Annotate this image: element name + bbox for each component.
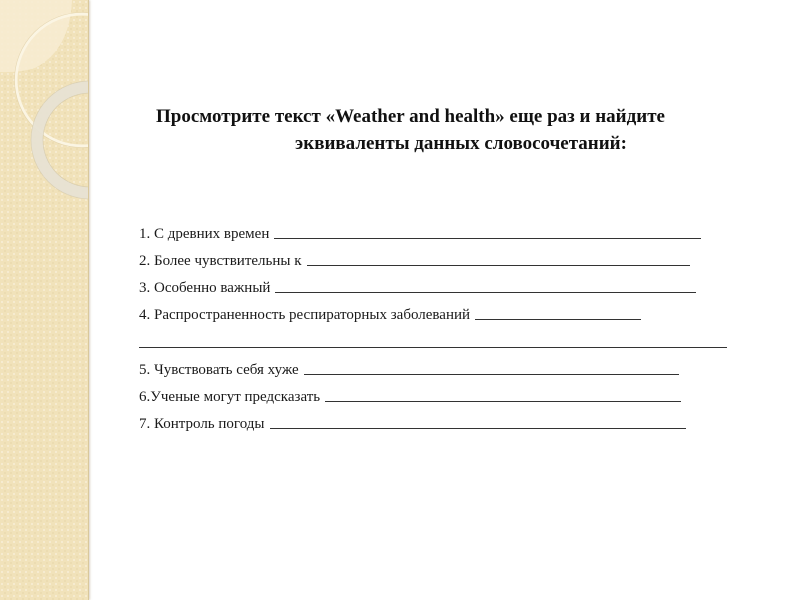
item-label: 3. Особенно важный bbox=[139, 280, 271, 296]
slide-heading bbox=[149, 103, 769, 157]
answer-blank[interactable] bbox=[139, 331, 727, 348]
item-label: 6.Ученые могут предсказать bbox=[139, 389, 321, 405]
thick-ring bbox=[37, 87, 88, 193]
answer-blank[interactable] bbox=[475, 303, 641, 320]
exercise-item-6 bbox=[139, 381, 739, 408]
item-label: 4. Распространенность респираторных заболеваний bbox=[139, 307, 471, 323]
answer-blank[interactable] bbox=[307, 249, 690, 266]
decorative-rings-icon bbox=[0, 0, 88, 600]
exercise-list bbox=[139, 218, 739, 435]
exercise-item-7 bbox=[139, 408, 739, 435]
answer-blank[interactable] bbox=[275, 276, 696, 293]
item-label: 1. С древних времен bbox=[139, 226, 270, 242]
exercise-item-3 bbox=[139, 272, 739, 299]
item-label: 7. Контроль погоды bbox=[139, 416, 265, 432]
heading-line-2: эквиваленты данных словосочетаний: bbox=[295, 133, 627, 154]
item-label: 5. Чувствовать себя хуже bbox=[139, 362, 299, 378]
lens-shape bbox=[0, 0, 72, 72]
slide-content bbox=[89, 0, 800, 600]
exercise-item-5 bbox=[139, 354, 739, 381]
answer-blank[interactable] bbox=[270, 412, 686, 429]
item-label: 2. Более чувствительны к bbox=[139, 253, 302, 269]
exercise-item-4 bbox=[139, 299, 739, 326]
answer-blank[interactable] bbox=[274, 222, 701, 239]
exercise-item-1 bbox=[139, 218, 739, 245]
answer-blank[interactable] bbox=[304, 358, 679, 375]
heading-line-1: Просмотрите текст «Weather and health» еще раз и найдите bbox=[156, 106, 665, 127]
answer-blank[interactable] bbox=[325, 385, 681, 402]
decorative-sidebar bbox=[0, 0, 89, 600]
exercise-item-2 bbox=[139, 245, 739, 272]
exercise-item-4-continuation bbox=[139, 326, 739, 354]
